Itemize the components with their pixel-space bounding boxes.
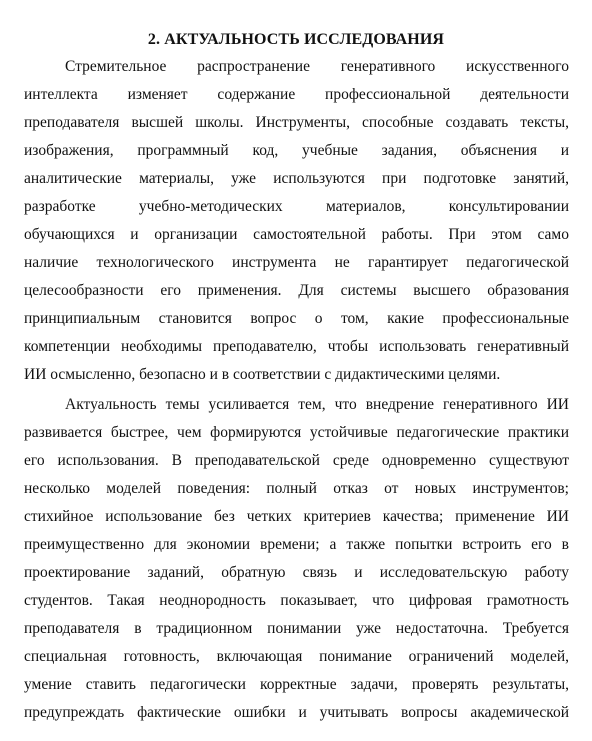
paragraph-2-line-1: Актуальность темы усиливается тем, что внедрение генеративного ИИ — [65, 396, 569, 413]
paragraph-1-line-12: ИИ осмысленно, безопасно и в соответствии с дидактическими целями. — [24, 366, 501, 383]
paragraph-2-line-10: специальная готовность, включающая понимание ограничений моделей, — [24, 648, 569, 665]
paragraph-2-line-9: преподавателя в традиционном понимании уже недостаточна. Требуется — [24, 620, 569, 637]
paragraph-2-line-4: несколько моделей поведения: полный отказ от новых инструментов; — [24, 480, 569, 497]
section-heading: 2. АКТУАЛЬНОСТЬ ИССЛЕДОВАНИЯ — [147, 31, 445, 48]
paragraph-2-line-7: проектирование заданий, обратную связь и исследовательскую работу — [24, 564, 569, 581]
paragraph-1-line-9: целесообразности его применения. Для системы высшего образования — [24, 282, 569, 299]
paragraph-2-line-8: студентов. Такая неоднородность показывает, что цифровая грамотность — [24, 592, 569, 609]
paragraph-1-line-1: Стремительное распространение генеративного искусственного — [65, 58, 569, 75]
paragraph-1-line-11: компетенции необходимы преподавателю, чтобы использовать генеративный — [24, 338, 569, 355]
paragraph-2-line-5: стихийное использование без четких критериев качества; применение ИИ — [24, 508, 569, 525]
paragraph-2-line-6: преимущественно для экономии времени; а также попытки встроить его в — [24, 536, 569, 553]
paragraph-1-line-6: разработке учебно-методических материалов, консультировании — [24, 198, 569, 215]
paragraph-1-line-8: наличие технологического инструмента не гарантирует педагогической — [24, 254, 569, 271]
paragraph-2-line-11: умение ставить педагогически корректные задачи, проверять результаты, — [24, 676, 569, 693]
paragraph-1-line-7: обучающихся и организации самостоятельной работы. При этом само — [24, 226, 569, 243]
paragraph-2-line-2: развивается быстрее, чем формируются устойчивые педагогические практики — [24, 424, 569, 441]
paragraph-1-line-3: преподавателя высшей школы. Инструменты, способные создавать тексты, — [24, 114, 569, 131]
paragraph-1-line-2: интеллекта изменяет содержание профессиональной деятельности — [24, 86, 569, 103]
paragraph-2-line-12: предупреждать фактические ошибки и учитывать вопросы академической — [24, 704, 569, 721]
paragraph-2-line-3: его использования. В преподавательской среде одновременно существуют — [24, 452, 569, 469]
paragraph-1-line-10: принципиальным становится вопрос о том, какие профессиональные — [24, 310, 569, 327]
paragraph-1-line-4: изображения, программный код, учебные задания, объяснения и — [24, 142, 569, 159]
paragraph-1-line-5: аналитические материалы, уже используются при подготовке занятий, — [24, 170, 569, 187]
